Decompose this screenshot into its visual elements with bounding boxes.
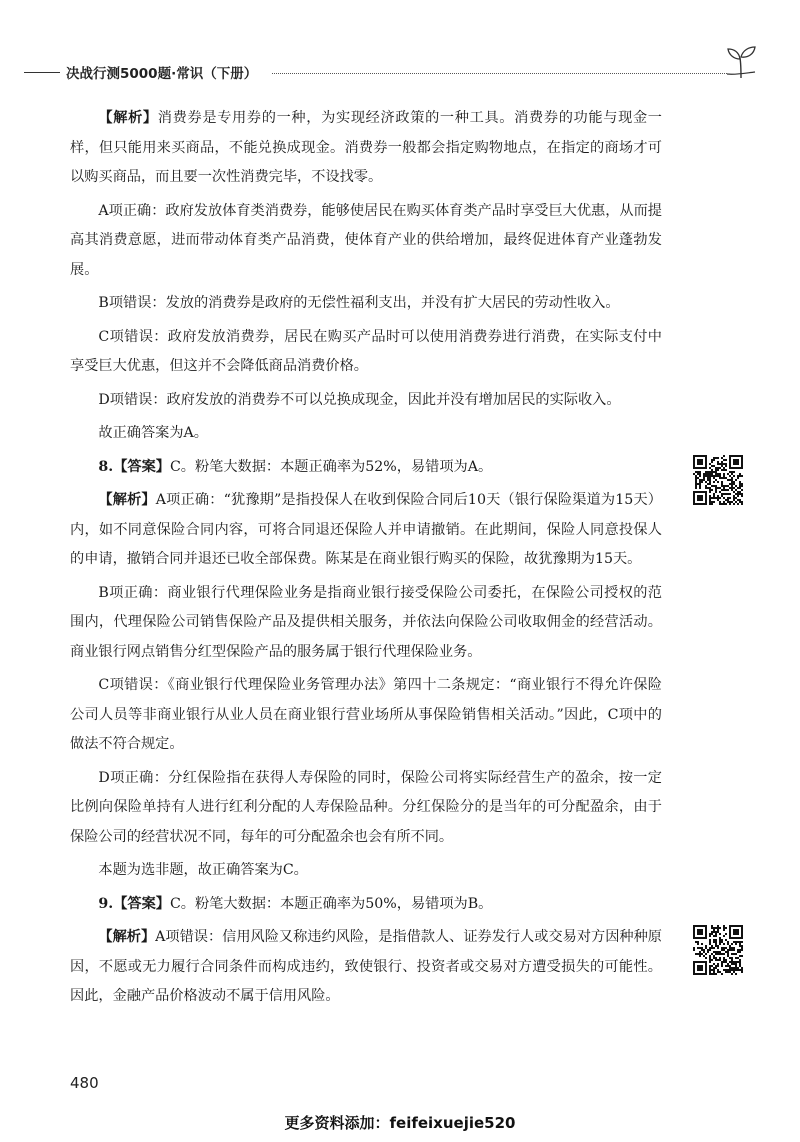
paragraph-2 bbox=[70, 197, 662, 286]
paragraph-label: 【解析】 bbox=[98, 929, 156, 945]
paragraph-5 bbox=[70, 386, 662, 416]
paragraph-label: 【解析】 bbox=[98, 492, 156, 508]
paragraph-text: 故正确答案为A。 bbox=[98, 425, 208, 441]
header-dotted-rule bbox=[272, 73, 727, 74]
header-title: 决战行测5000题·常识（下册） bbox=[66, 66, 258, 82]
sprout-icon bbox=[724, 44, 758, 80]
header-lead-line bbox=[24, 72, 60, 73]
page-number: 480 bbox=[70, 1074, 99, 1092]
paragraph-10 bbox=[70, 671, 662, 760]
paragraph-4 bbox=[70, 323, 662, 382]
paragraph-text: C项错误：政府发放消费券，居民在购买产品时可以使用消费券进行消费，在实际支付中享受巨大优惠，但这并不会降低商品消费价格。 bbox=[70, 328, 662, 374]
answer-label: 8.【答案】 bbox=[98, 458, 170, 475]
paragraph-text: C项错误：《商业银行代理保险业务管理办法》第四十二条规定：“商业银行不得允许保险公司人员等非商业银行从业人员在商业银行营业场所从事保险销售相关活动。”因此，C项中的做法不符合规定。 bbox=[70, 677, 662, 752]
running-header bbox=[24, 58, 754, 88]
paragraph-11 bbox=[70, 764, 662, 853]
paragraph-text: 消费券是专用券的一种，为实现经济政策的一种工具。消费券的功能与现金一样，但只能用来买商品，不能兑换成现金。消费券一般都会指定购物地点，在指定的商场才可以购买商品，而且要一次性消费完毕，不设找零。 bbox=[70, 110, 662, 185]
paragraph-9 bbox=[70, 579, 662, 668]
paragraph-text: 本题为选非题，故正确答案为C。 bbox=[98, 862, 308, 878]
paragraph-text: A项正确：政府发放体育类消费券，能够使居民在购买体育类产品时享受巨大优惠，从而提高其消费意愿，进而带动体育类产品消费，使体育产业的供给增加，最终促进体育产业蓬勃发展。 bbox=[70, 202, 662, 278]
paragraph-text: B项正确：商业银行代理保险业务是指商业银行接受保险公司委托，在保险公司授权的范围内，代理保险公司销售保险产品及提供相关服务，并依法向保险公司收取佣金的经营活动。商业银行网点销售分红型保险产品的服务属于银行代理保险业务。 bbox=[70, 584, 662, 660]
paragraph-1 bbox=[70, 104, 662, 193]
paragraph-text: D项错误：政府发放的消费券不可以兑换成现金，因此并没有增加居民的实际收入。 bbox=[98, 391, 621, 408]
answer-label: 9.【答案】 bbox=[98, 895, 170, 912]
paragraph-text: C。粉笔大数据：本题正确率为50%，易错项为B。 bbox=[169, 895, 493, 912]
footer-note: 更多资料添加：feifeixuejie520 bbox=[284, 1114, 516, 1132]
paragraph-3 bbox=[70, 289, 662, 319]
paragraph-12 bbox=[70, 856, 662, 886]
paragraph-text: A项正确：“犹豫期”是指投保人在收到保险合同后10天（银行保险渠道为15天）内，如不同意保险合同内容，可将合同退还保险人并申请撤销。在此期间，保险人同意投保人的申请，撤销合同并退还已收全部保费。陈某是在商业银行购买的保险，故犹豫期为15天。 bbox=[70, 492, 662, 567]
paragraph-text: D项正确：分红保险指在获得人寿保险的同时，保险公司将实际经营生产的盈余，按一定比例向保险单持有人进行红利分配的人寿保险品种。分红保险分的是当年的可分配盈余，由于保险公司的经营状况不同，每年的可分配盈余也会有所不同。 bbox=[70, 769, 662, 845]
qr-code-icon[interactable] bbox=[693, 455, 743, 505]
paragraph-8 bbox=[70, 486, 662, 575]
paragraph-13 bbox=[70, 890, 662, 920]
paragraph-text: A项错误：信用风险又称违约风险，是指借款人、证券发行人或交易对方因种种原因，不愿或无力履行合同条件而构成违约，致使银行、投资者或交易对方遭受损失的可能性。因此，金融产品价格波动不属于信用风险。 bbox=[70, 929, 662, 1004]
body-text bbox=[70, 104, 662, 1016]
qr-code-icon[interactable] bbox=[693, 925, 743, 975]
paragraph-label: 【解析】 bbox=[98, 110, 158, 126]
paragraph-text: C。粉笔大数据：本题正确率为52%，易错项为A。 bbox=[169, 458, 493, 475]
paragraph-6 bbox=[70, 419, 662, 449]
paragraph-text: B项错误：发放的消费券是政府的无偿性福利支出，并没有扩大居民的劳动性收入。 bbox=[98, 295, 620, 311]
paragraph-14 bbox=[70, 923, 662, 1012]
paragraph-7 bbox=[70, 453, 662, 483]
